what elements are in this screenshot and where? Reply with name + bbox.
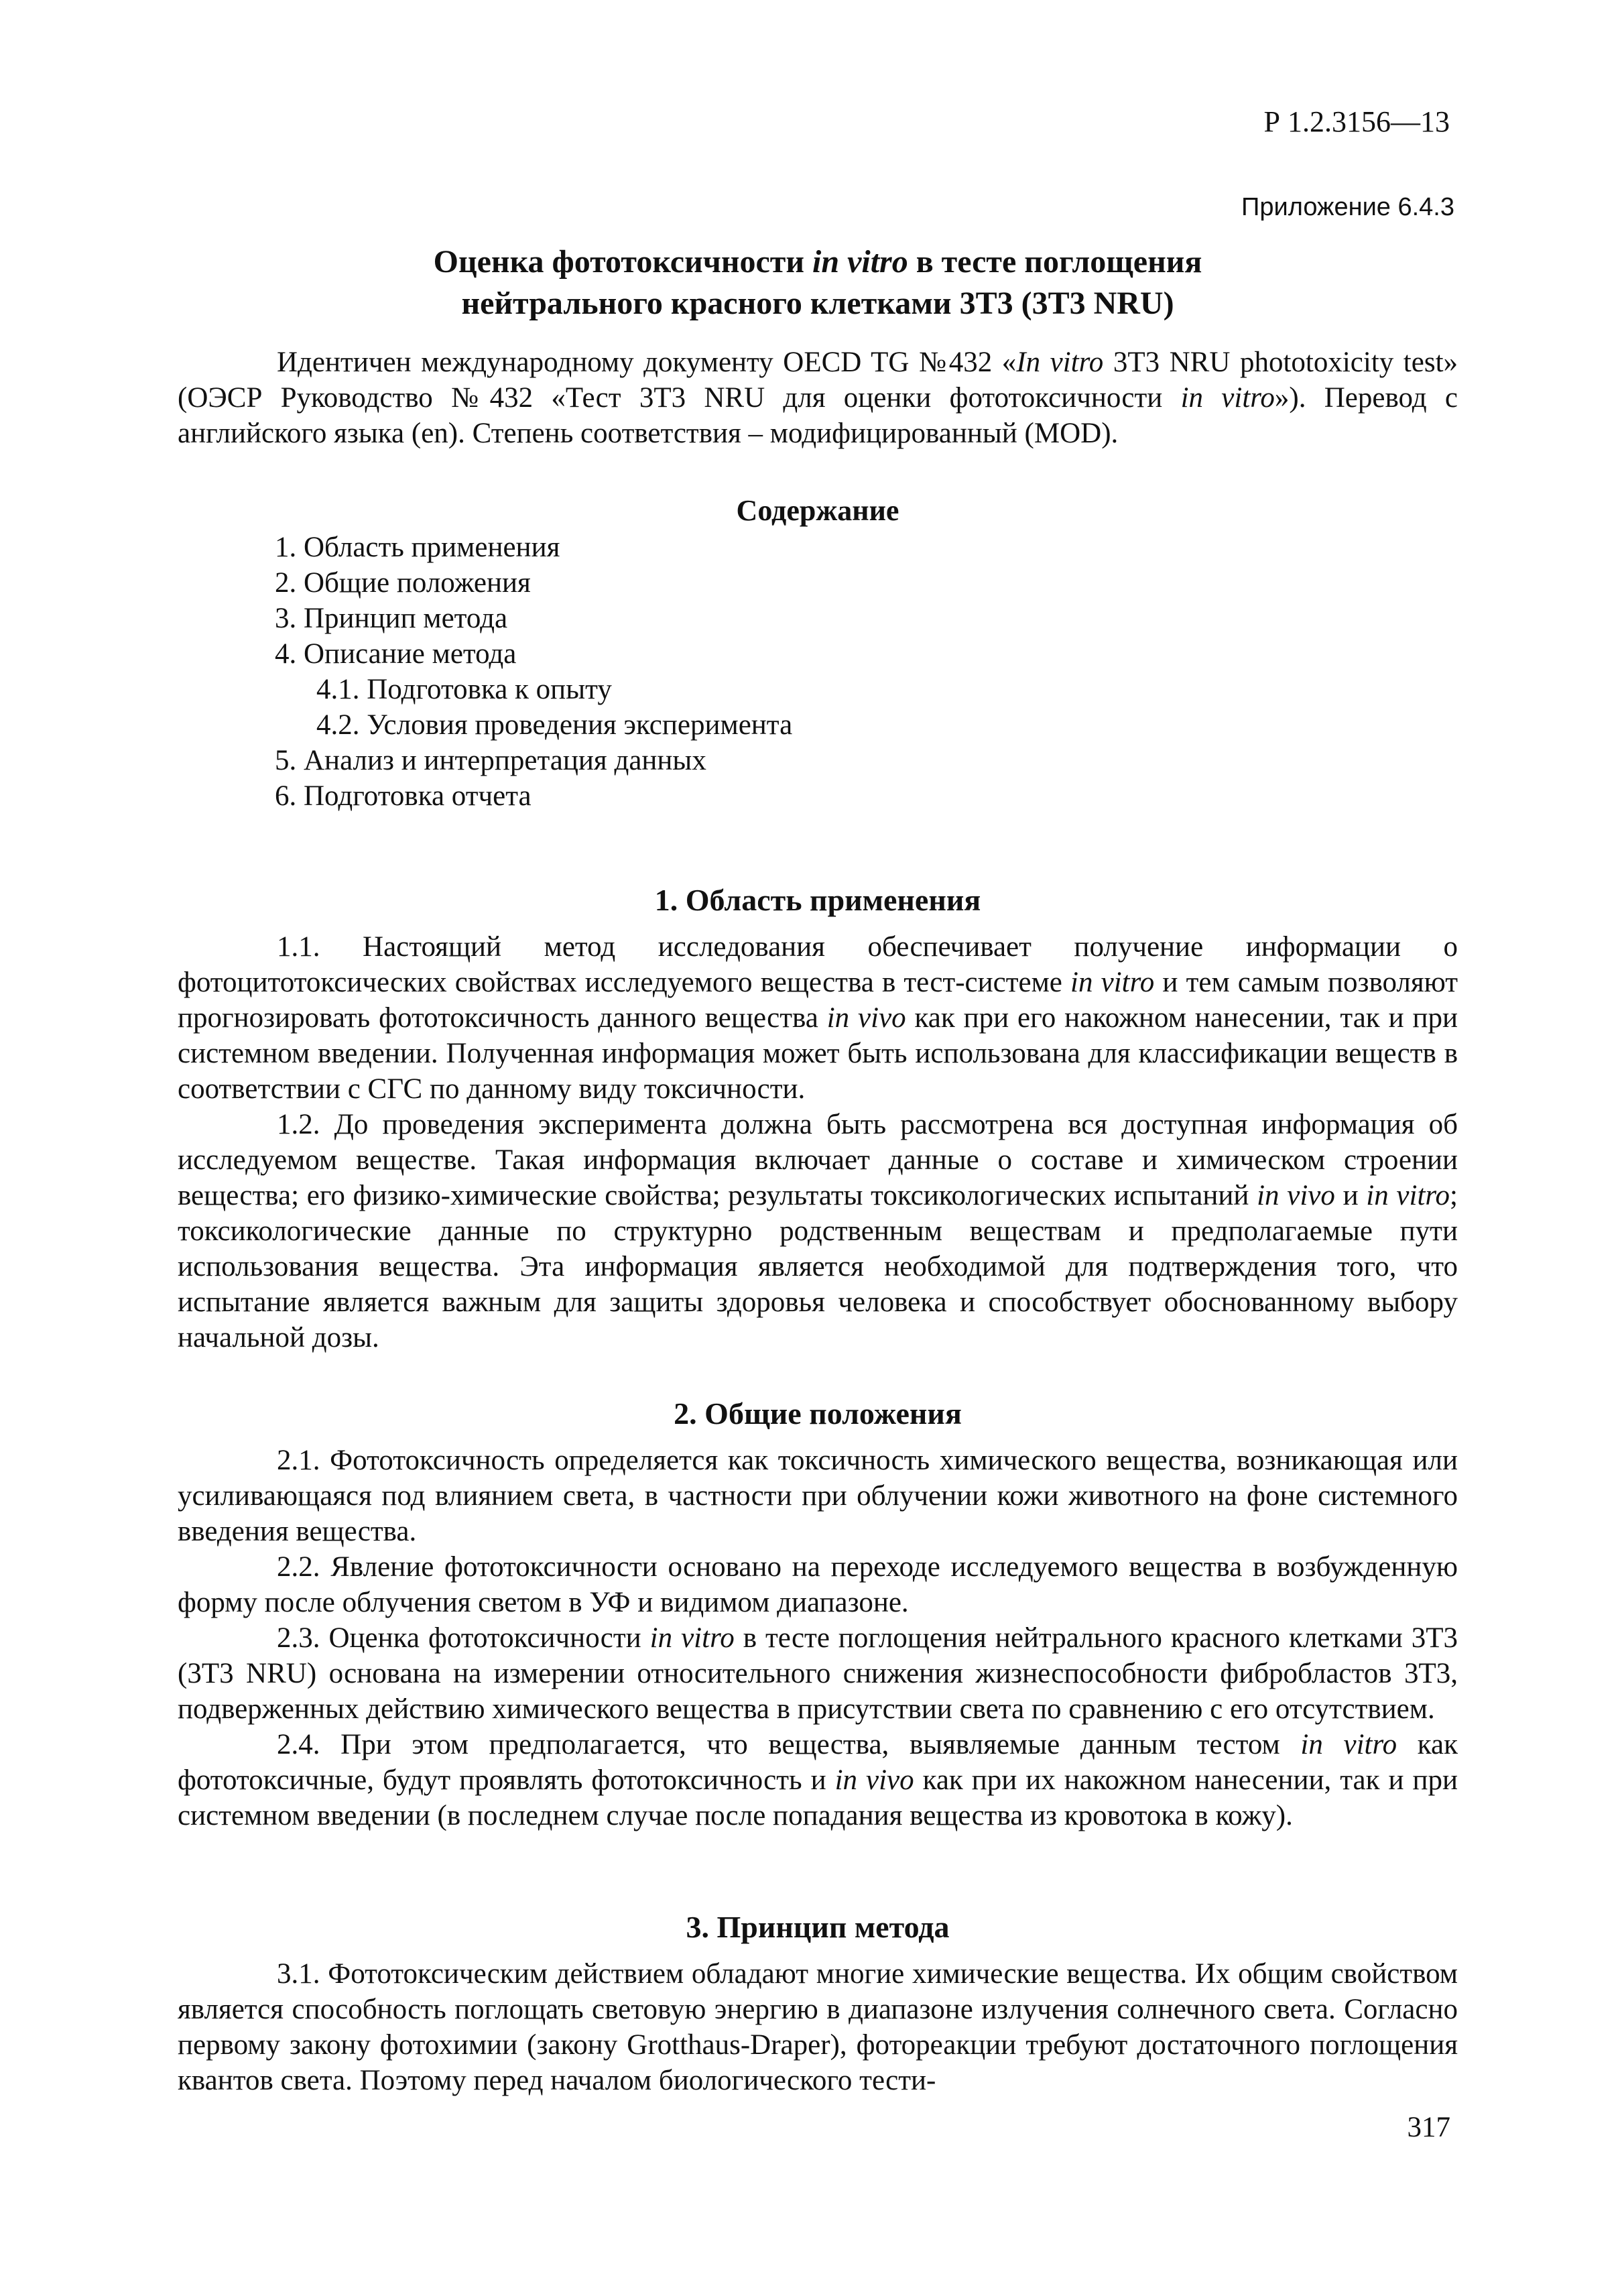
section-3-body — [178, 1956, 1458, 2098]
intro-block — [178, 345, 1458, 451]
section-3-heading: 3. Принцип метода — [686, 1910, 950, 1944]
toc-item: 3. Принцип метода — [275, 603, 508, 634]
document-title — [181, 241, 1454, 324]
table-of-contents — [275, 530, 792, 814]
section-2-body — [178, 1443, 1458, 1833]
toc-subitem: 4.1. Подготовка к опыту — [316, 674, 612, 705]
document-code: Р 1.2.3156—13 — [1263, 105, 1450, 138]
page-number: 317 — [1407, 2112, 1450, 2143]
section-2-heading: 2. Общие положения — [674, 1396, 962, 1431]
paragraph-2-4: 2.4. При этом предполагается, что вещества, выявляемые данным тестом in vitro как фототоксичные, будут проявлять фототоксичность и in vivo как при их накожном нанесении, так и при системном введении (в последнем случае после попадания вещества из кровотока в кожу). — [178, 1729, 1458, 1831]
toc-item: 4. Описание метода — [275, 638, 517, 670]
title-line-2: нейтрального красного клетками 3Т3 (3Т3 NRU) — [461, 286, 1174, 321]
intro-paragraph: Идентичен международному документу OECD TG №432 «In vitro 3T3 NRU phototoxicity test» (ОЭСР Руководство №432 «Тест 3Т3 NRU для оценки фототоксичности in vitro»). Перевод с английского языка (en). Степень соответствия – модифицированный (MOD). — [178, 347, 1458, 449]
toc-item: 1. Область применения — [275, 532, 560, 563]
appendix-label: Приложение 6.4.3 — [1241, 193, 1454, 221]
toc-item: 6. Подготовка отчета — [275, 780, 532, 812]
paragraph-2-3: 2.3. Оценка фототоксичности in vitro в тесте поглощения нейтрального красного клетками 3Т3 (3Т3 NRU) основана на измерении относительного снижения жизнеспособности фибробластов 3Т3, подверженных действию химического вещества в присутствии света по сравнению с его отсутствием. — [178, 1622, 1458, 1725]
paragraph-1-2: 1.2. До проведения эксперимента должна быть рассмотрена вся доступная информация об исследуемом веществе. Такая информация включает данные о составе и химическом строении вещества; его физико-химические свойства; результаты токсикологических испытаний in vivo и in vitro; токсикологические данные по структурно родственным веществам и предполагаемые пути использования вещества. Эта информация является необходимой для подтверждения того, что испытание является важным для защиты здоровья человека и способствует обоснованному выбору начальной дозы. — [178, 1109, 1458, 1353]
paragraph-2-1: 2.1. Фототоксичность определяется как токсичность химического вещества, возникающая или усиливающаяся под влиянием света, в частности при облучении кожи животного на фоне системного введения вещества. — [178, 1445, 1458, 1547]
section-1-heading: 1. Область применения — [654, 883, 981, 917]
toc-item: 2. Общие положения — [275, 567, 531, 599]
section-1-body — [178, 929, 1458, 1355]
toc-item: 5. Анализ и интерпретация данных — [275, 745, 706, 776]
title-line-1: Оценка фототоксичности in vitro в тесте поглощения — [433, 244, 1202, 280]
paragraph-1-1: 1.1. Настоящий метод исследования обеспечивает получение информации о фотоцитотоксических свойствах исследуемого вещества в тест-системе in vitro и тем самым позволяют прогнозировать фототоксичность данного вещества in vivo как при его накожном нанесении, так и при системном введении. Полученная информация может быть использована для классификации веществ в соответствии с СГС по данному виду токсичности. — [178, 931, 1458, 1105]
paragraph-2-2: 2.2. Явление фототоксичности основано на переходе исследуемого вещества в возбужденную форму после облучения светом в УФ и видимом диапазоне. — [178, 1551, 1458, 1618]
paragraph-3-1: 3.1. Фототоксическим действием обладают многие химические вещества. Их общим свойством является способность поглощать световую энергию в диапазоне излучения солнечного света. Согласно первому закону фотохимии (закону Grotthaus-Draper), фотореакции требуют достаточного поглощения квантов света. Поэтому перед началом биологического тести- — [178, 1958, 1458, 2096]
toc-title: Содержание — [736, 494, 899, 527]
toc-subitem: 4.2. Условия проведения эксперимента — [316, 709, 793, 741]
